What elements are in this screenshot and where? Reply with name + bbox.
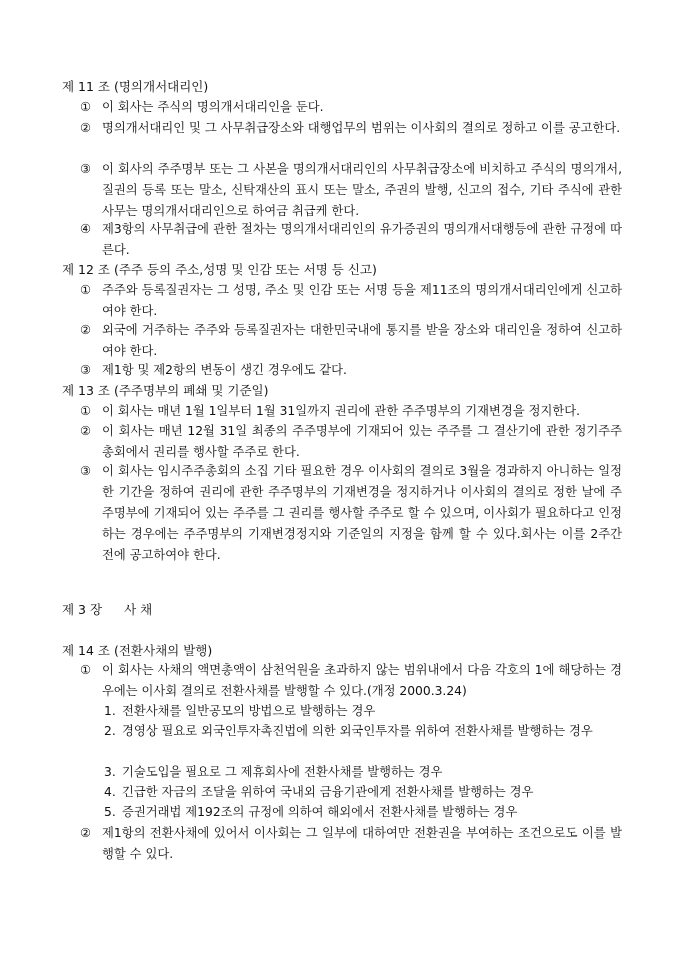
chapter-heading xyxy=(62,602,152,618)
article-14-item-3: 3. 기술도입을 필요로 그 제휴회사에 전환사채를 발행하는 경우 xyxy=(104,765,443,779)
article-12-clause-3: ③ 제1항 및 제2항의 변동이 생긴 경우에도 같다. xyxy=(80,363,347,377)
article-13-clause-2: ② 이 회사는 매년 12월 31일 최종의 주주명부에 기재되어 있는 주주를 그 결산기에 관한 정기주주총회에서 권리를 행사할 주주로 한다. xyxy=(80,424,622,459)
article-12-heading: 제 12 조 (주주 등의 주소,성명 및 인감 또는 서명 등 신고) xyxy=(62,262,377,277)
article-14-clause-1: ① 이 회사는 사채의 액면총액이 삼천억원을 초과하지 않는 범위내에서 다음 각호의 1에 해당하는 경우에는 이사회 결의로 전환사채를 발행할 수 있다.(개정 2000.3.24) xyxy=(80,663,622,698)
article-14-item-2: 2. 경영상 필요로 외국인투자촉진법에 의한 외국인투자를 위하여 전환사채를 발행하는 경우 xyxy=(104,724,593,738)
article-14-item-5: 5. 증권거래법 제192조의 규정에 의하여 해외에서 전환사채를 발행하는 경우 xyxy=(104,805,518,819)
chapter-title: 사 채 xyxy=(124,602,153,617)
article-11-clause-1: ① 이 회사는 주식의 명의개서대리인을 둔다. xyxy=(80,100,324,114)
article-11-clause-4: ④ 제3항의 사무취급에 관한 절차는 명의개서대리인의 유가증권의 명의개서대행등에 관한 규정에 따른다. xyxy=(80,222,622,257)
article-13-heading: 제 13 조 (주주명부의 폐쇄 및 기준일) xyxy=(62,383,269,398)
article-14-heading: 제 14 조 (전환사채의 발행) xyxy=(62,643,213,658)
article-14-item-4: 4. 긴급한 자금의 조달을 위하여 국내외 금융기관에게 전환사채를 발행하는 경우 xyxy=(104,785,534,799)
article-11-clause-3: ③ 이 회사의 주주명부 또는 그 사본을 명의개서대리인의 사무취급장소에 비치하고 주식의 명의개서, 질권의 등록 또는 말소, 신탁재산의 표시 또는 말소, 주권의 발행, 신고의 접수, 기타 주식에 관한 사무는 명의개서대리인으로 하여금 취급케 한다. xyxy=(80,162,622,218)
article-13-clause-1: ① 이 회사는 매년 1월 1일부터 1월 31일까지 권리에 관한 주주명부의 기재변경을 정지한다. xyxy=(80,404,581,418)
article-13-clause-3: ③ 이 회사는 임시주주총회의 소집 기타 필요한 경우 이사회의 결의로 3월을 경과하지 아니하는 일정한 기간을 정하여 권리에 관한 주주명부의 기재변경을 정지하거나 이사회의 결의로 정한 날에 주주명부에 기재되어 있는 주주를 그 권리를 행사할 주주로 할 수 있으며, 이사회가 필요하다고 인정하는 경우에는 주주명부의 기재변경정지와 기준일의 지정을 함께 할 수 있다.회사는 이를 2주간 전에 공고하여야 한다. xyxy=(80,464,622,562)
article-12-clause-2: ② 외국에 거주하는 주주와 등록질권자는 대한민국내에 통지를 받을 장소와 대리인을 정하여 신고하여야 한다. xyxy=(80,323,622,358)
article-12-clause-1: ① 주주와 등록질권자는 그 성명, 주소 및 인감 또는 서명 등을 제11조의 명의개서대리인에게 신고하여야 한다. xyxy=(80,283,622,318)
article-11-clause-2: ② 명의개서대리인 및 그 사무취급장소와 대행업무의 범위는 이사회의 결의로 정하고 이를 공고한다. xyxy=(80,121,621,135)
article-14-item-1: 1. 전환사채를 일반공모의 방법으로 발행하는 경우 xyxy=(104,704,376,718)
article-11-heading: 제 11 조 (명의개서대리인) xyxy=(62,79,209,94)
chapter-label: 제 3 장 xyxy=(62,602,103,617)
article-14-clause-2: ② 제1항의 전환사채에 있어서 이사회는 그 일부에 대하여만 전환권을 부여하는 조건으로도 이를 발행할 수 있다. xyxy=(80,826,622,861)
